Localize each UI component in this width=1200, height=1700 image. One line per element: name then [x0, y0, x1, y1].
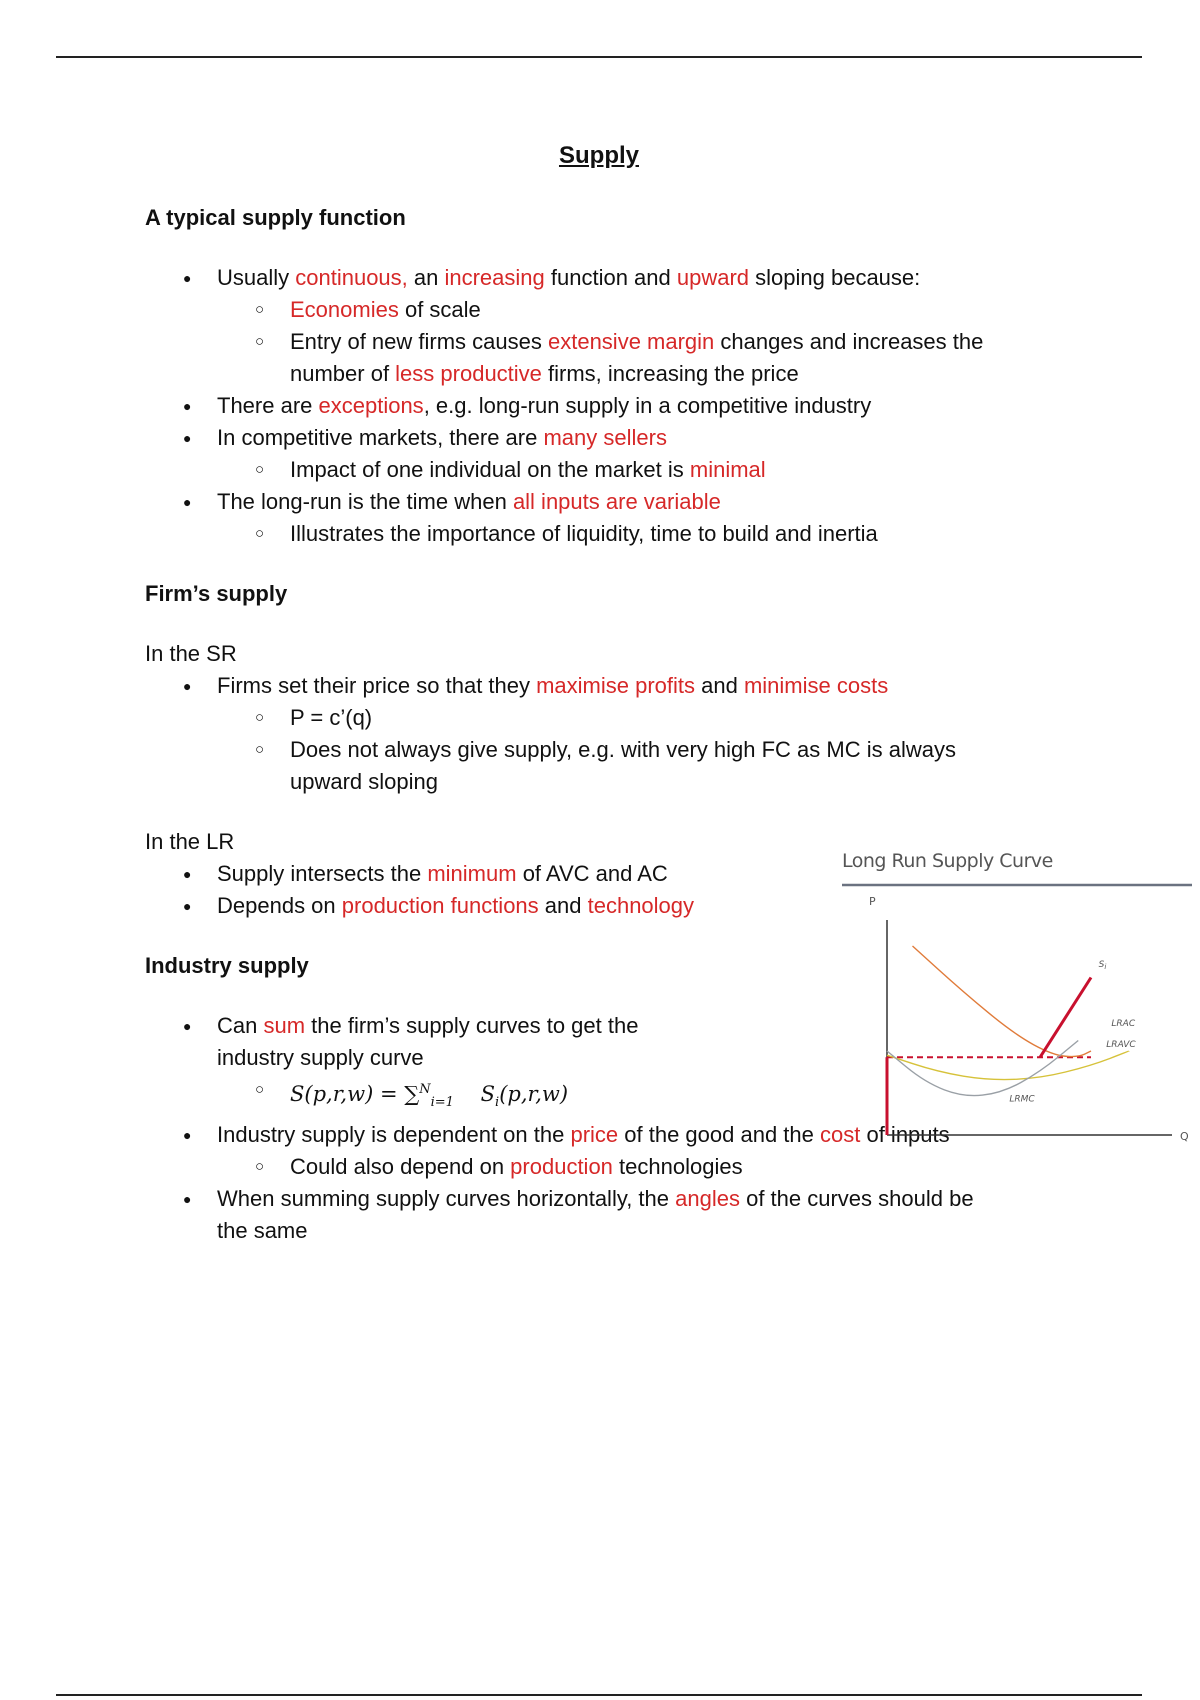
series-si-line [1040, 978, 1091, 1058]
top-rule [56, 56, 1142, 58]
series-lrmc-line [887, 1041, 1078, 1096]
chart-title: Long Run Supply Curve [842, 850, 1053, 872]
list-item: ○ Impact of one individual on the market is minimal [145, 454, 1045, 486]
curve-label-lravc: LRAVC [1106, 1039, 1136, 1050]
list-item: ● Industry supply is dependent on the price of the good and the cost of inputs [145, 1119, 1045, 1151]
curve-label-lrmc: LRMC [1009, 1094, 1035, 1105]
list-item: ○ Economies of scale [145, 294, 1045, 326]
list-item: ○ P = c’(q) [145, 702, 1045, 734]
list-item: ● Usually continuous, an increasing function and upward sloping because: [145, 262, 1045, 294]
list-item: ● Firms set their price so that they maximise profits and minimise costs [145, 670, 1045, 702]
long-run-supply-chart [842, 850, 1192, 1145]
sr-list [145, 670, 1045, 798]
page-title: Supply [558, 142, 639, 169]
series-lravc-line [887, 1051, 1129, 1080]
list-item: ○ Could also depend on production technologies [145, 1151, 1045, 1183]
list-item: ○ Does not always give supply, e.g. with very high FC as MC is always upward sloping [145, 734, 1045, 798]
lr-label: In the LR [145, 829, 235, 854]
list-item: ● When summing supply curves horizontally, the angles of the curves should be the same [145, 1183, 1045, 1247]
y-axis-label: P [869, 895, 876, 908]
chart-svg [842, 850, 1192, 1145]
list-item: ● There are exceptions, e.g. long-run supply in a competitive industry [145, 390, 1045, 422]
formula: S(p,r,w) = ∑$^N_{i=1}$ $S_i(p,r,w)$ [290, 1082, 569, 1111]
section-heading-industry-supply: Industry supply [145, 953, 309, 978]
list-item: ○ Entry of new firms causes extensive margin changes and increases the number of less productive firms, increasing the price [145, 326, 1045, 390]
list-item: ● Supply intersects the minimum of AVC and AC [145, 858, 1045, 890]
sr-label: In the SR [145, 641, 237, 666]
section1-list [145, 262, 1045, 550]
list-item: ● The long-run is the time when all inputs are variable [145, 486, 1045, 518]
section-heading-firms-supply: Firm’s supply [145, 581, 288, 606]
list-item: ○ Illustrates the importance of liquidity, time to build and inertia [145, 518, 1045, 550]
curve-label-lrac: LRAC [1111, 1018, 1136, 1029]
list-item: ● In competitive markets, there are many sellers [145, 422, 1045, 454]
section-heading-typical-supply: A typical supply function [145, 205, 406, 230]
list-item: ● Can sum the firm’s supply curves to get the industry supply curve [145, 1010, 1045, 1074]
curve-label-s: $S_i$ [1098, 960, 1107, 971]
series-lrac-line [913, 946, 1092, 1057]
bottom-rule [56, 1694, 1142, 1696]
list-item: ● Depends on production functions and technology [145, 890, 1045, 922]
x-axis-label: Q [1180, 1130, 1189, 1143]
